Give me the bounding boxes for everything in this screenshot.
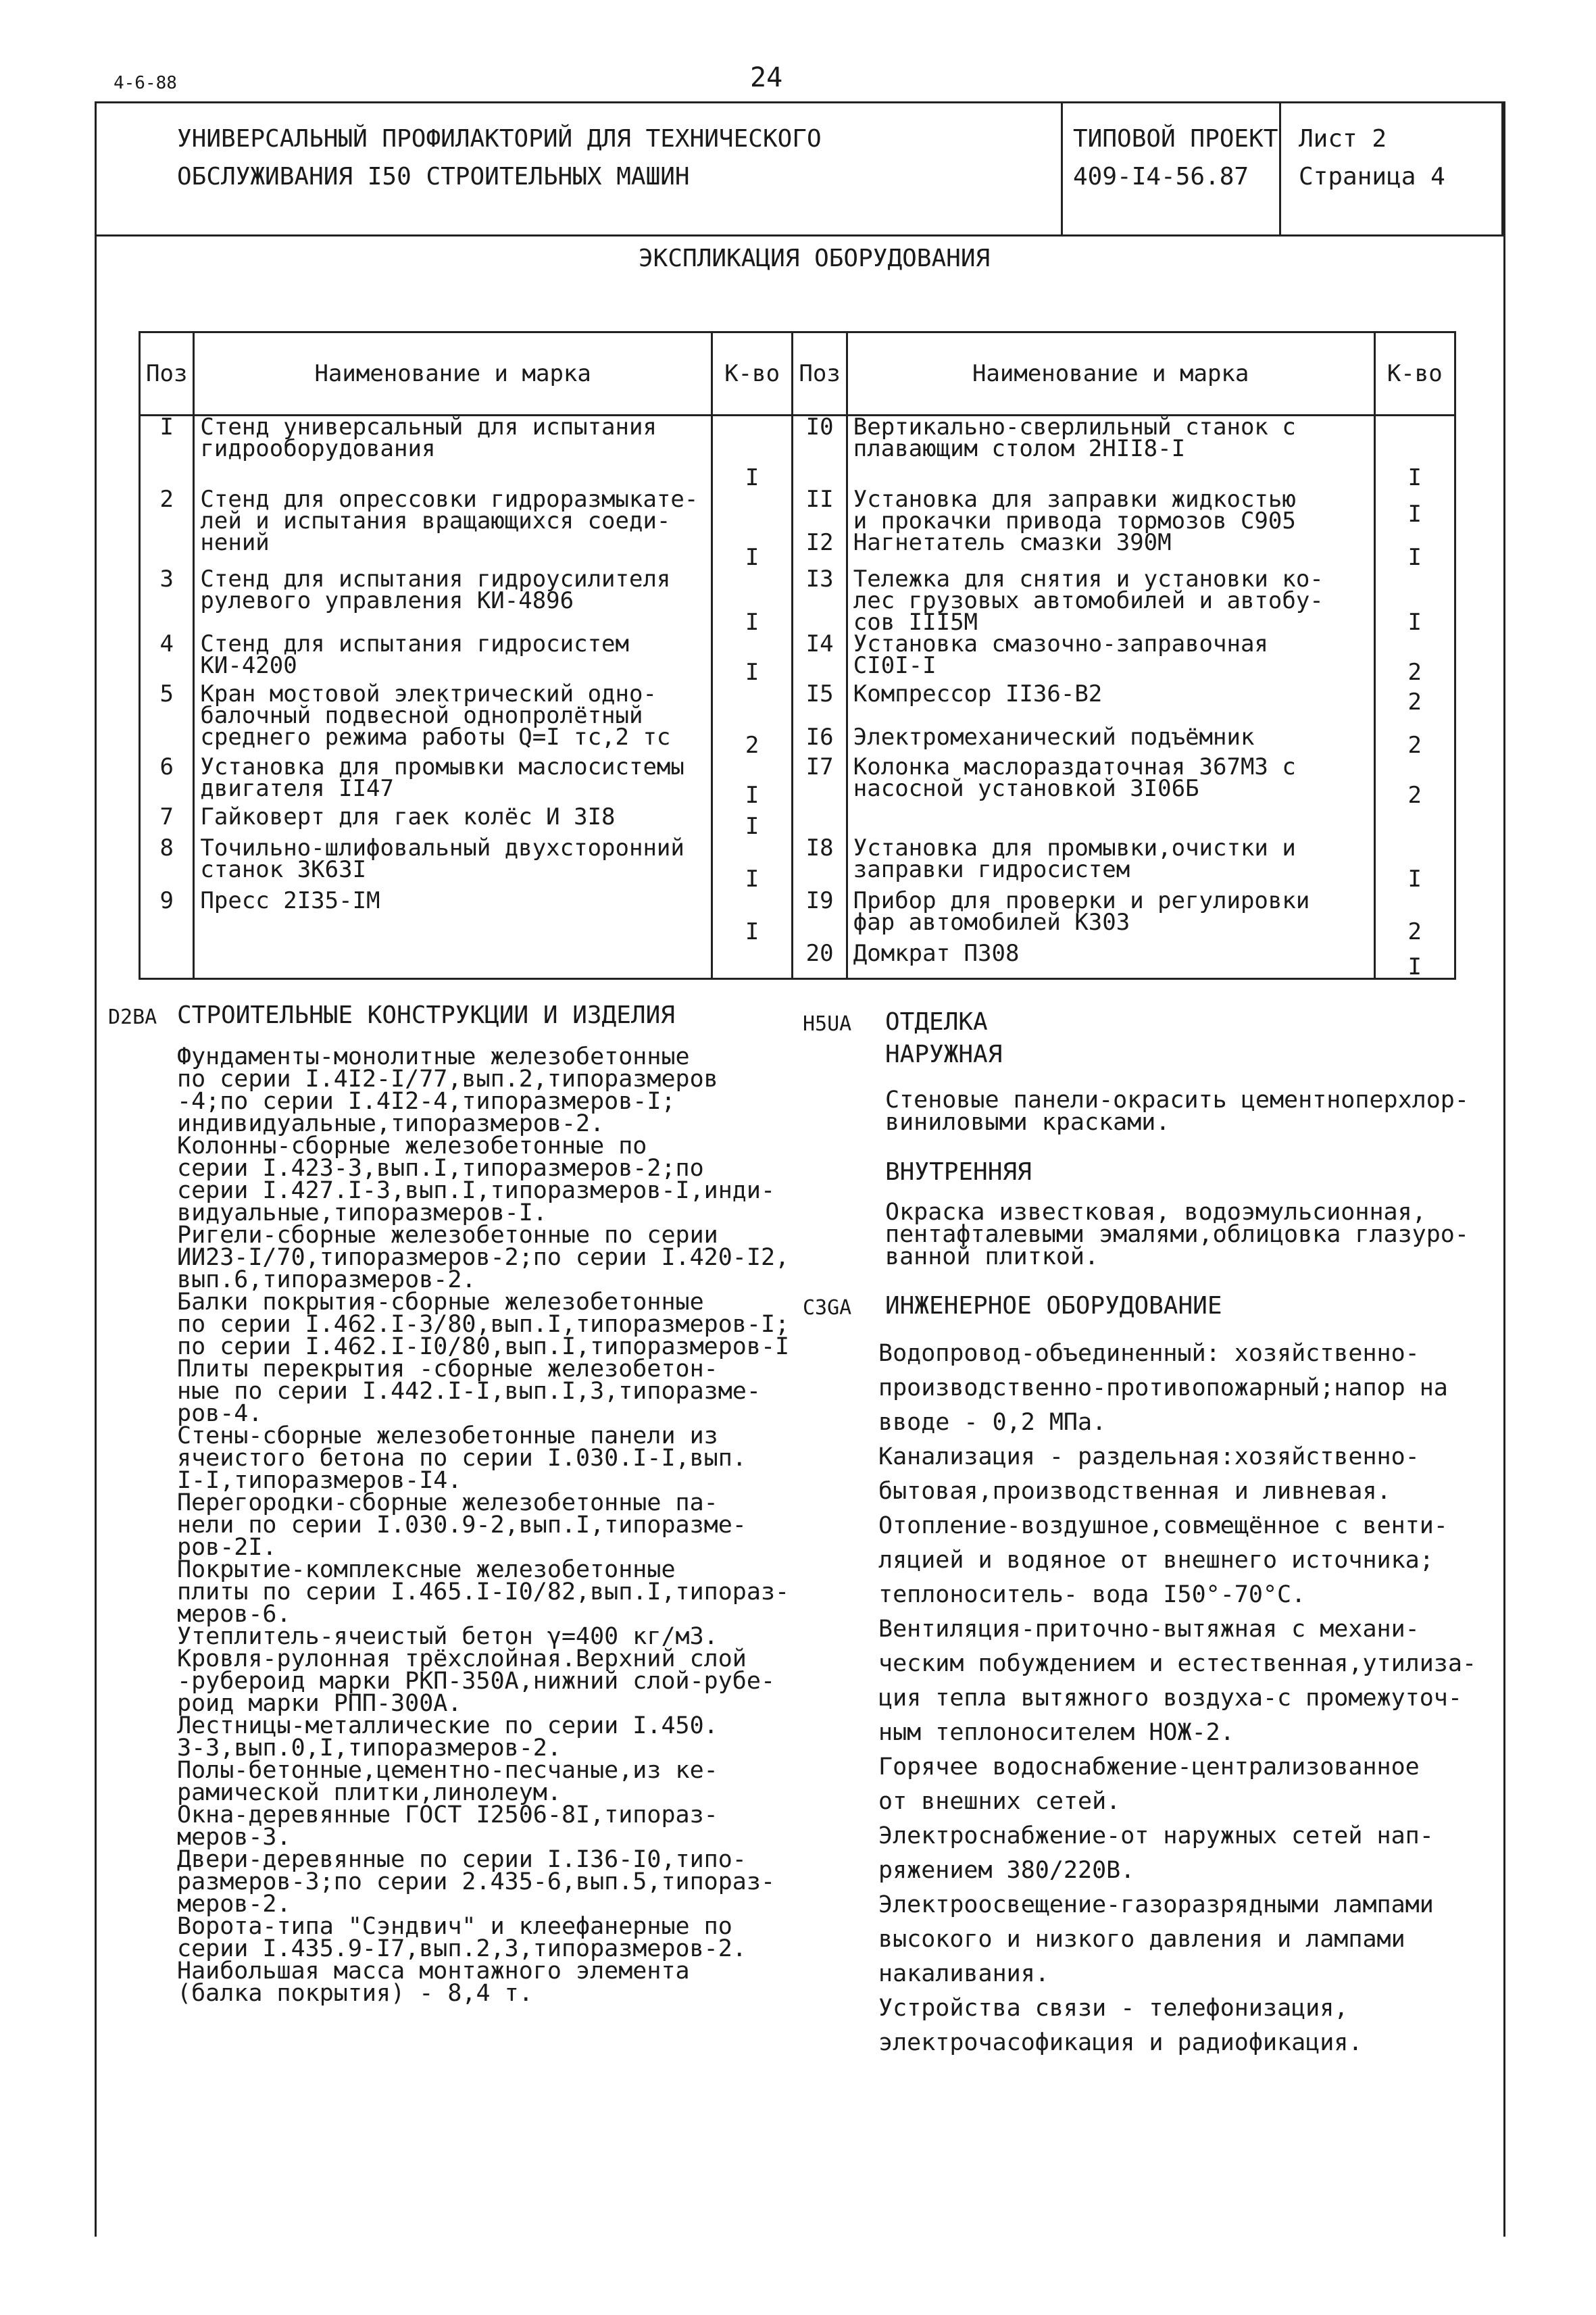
section-heading: СТРОИТЕЛЬНЫЕ КОНСТРУКЦИИ И ИЗДЕЛИЯ: [177, 1001, 675, 1029]
item-name-cell: Компрессор II36-В2 Электромеханический подъёмник: [847, 683, 1374, 756]
quantity-cell: I: [1374, 837, 1455, 890]
position-cell: I7: [793, 756, 847, 806]
project-number: ТИПОВОЙ ПРОЕКТ 409-I4-56.87: [1073, 125, 1278, 191]
quantity-cell: 2: [1374, 756, 1455, 806]
table-row: [140, 837, 1455, 890]
position-cell: I: [140, 416, 194, 489]
table-row: [140, 943, 1455, 979]
page-number: 24: [750, 62, 783, 93]
header-qty: К-во: [712, 332, 792, 416]
quantity-cell: I: [712, 890, 792, 943]
inner-finish-text: Окраска известковая, водоэмульсионная, пентафталевыми эмалями,облицовка глазуро- ванной плиткой.: [885, 1199, 1469, 1270]
position-cell: II I2: [793, 489, 847, 568]
item-name-cell: Колонка маслораздаточная 367М3 с насосной установкой 3I06Б: [847, 756, 1374, 806]
position-cell: 7: [140, 806, 194, 837]
quantity-cell: I: [1374, 568, 1455, 633]
quantity-cell: 2: [1374, 633, 1455, 683]
quantity-cell: I: [1374, 416, 1455, 489]
item-name-cell: [847, 806, 1374, 837]
sheet-info: Лист 2 Страница 4: [1299, 125, 1445, 191]
quantity-cell: I I: [1374, 489, 1455, 568]
quantity-cell: I: [1374, 943, 1455, 979]
item-name-cell: Установка для промывки маслосистемы двигателя II47: [194, 756, 712, 806]
position-cell: I4: [793, 633, 847, 683]
item-name-cell: Стенд для испытания гидросистем КИ-4200: [194, 633, 712, 683]
position-cell: 9: [140, 890, 194, 943]
position-cell: I0: [793, 416, 847, 489]
position-cell: I3: [793, 568, 847, 633]
item-name-cell: Установка для заправки жидкостью и прокачки привода тормозов С905 Нагнетатель смазки 390М: [847, 489, 1374, 568]
header-name: Наименование и марка: [847, 332, 1374, 416]
quantity-cell: I: [712, 489, 792, 568]
section-title: ЭКСПЛИКАЦИЯ ОБОРУДОВАНИЯ: [639, 245, 991, 272]
item-name-cell: Домкрат П308: [847, 943, 1374, 979]
quantity-cell: 2: [712, 683, 792, 756]
item-name-cell: Вертикально-сверлильный станок с плавающим столом 2НII8-I: [847, 416, 1374, 489]
table-row: [140, 416, 1455, 489]
table-row: [140, 890, 1455, 943]
quantity-cell: [1374, 806, 1455, 837]
title-block-divider: [1061, 101, 1063, 237]
engineering-text: Водопровод-объединенный: хозяйственно- производственно-противопожарный;напор на вводе - 0,2 МПа. Канализация - раздельная:хозяйственно- бытовая,производственная и ливневая. Отопление-воздушное,совмещённое с венти- ляцией и водяное от внешнего источника; теплоноситель- вода I50°-70°С. Вентиляция-приточно-вытяжная с механи- ческим побуждением и естественная,утилиза- ция тепла вытяжного воздуха-с промежуточ- ным теплоносителем НОЖ-2. Горячее водоснабжение-централизованное от внешних сетей. Электроснабжение-от наружных сетей нап- ряжением 380/220В. Электроосвещение-газоразрядными лампами высокого и низкого давления и лампами накаливания. Устройства связи - телефонизация, электрочасофикация и радиофикация.: [878, 1340, 1477, 2056]
quantity-cell: I: [712, 837, 792, 890]
table-row: [140, 683, 1455, 756]
position-cell: 5: [140, 683, 194, 756]
quantity-cell: I: [712, 756, 792, 806]
quantity-cell: 2: [1374, 890, 1455, 943]
table-row: [140, 568, 1455, 633]
table-row: [140, 633, 1455, 683]
position-cell: I8: [793, 837, 847, 890]
section-code: H5UA: [803, 1012, 852, 1036]
position-cell: I5 I6: [793, 683, 847, 756]
item-name-cell: Прибор для проверки и регулировки фар автомобилей К303: [847, 890, 1374, 943]
title-block-divider: [1279, 101, 1281, 237]
outer-finish-text: Стеновые панели-окрасить цементноперхлор- виниловыми красками.: [885, 1087, 1469, 1136]
document-title: УНИВЕРСАЛЬНЫЙ ПРОФИЛАКТОРИЙ ДЛЯ ТЕХНИЧЕСКОГО ОБСЛУЖИВАНИЯ I50 СТРОИТЕЛЬНЫХ МАШИН: [177, 125, 822, 191]
item-name-cell: Пресс 2I35-IМ: [194, 890, 712, 943]
section-heading: ИНЖЕНЕРНОЕ ОБОРУДОВАНИЕ: [885, 1292, 1222, 1320]
table-header-row: [140, 332, 1455, 416]
item-name-cell: Установка смазочно-заправочная СI0I-I: [847, 633, 1374, 683]
table-row: [140, 756, 1455, 806]
item-name-cell: Кран мостовой электрический одно- балочный подвесной однопролётный среднего режима работы Q=I тс,2 тс: [194, 683, 712, 756]
quantity-cell: I: [712, 568, 792, 633]
item-name-cell: Гайковерт для гаек колёс И 3I8: [194, 806, 712, 837]
position-cell: I9: [793, 890, 847, 943]
quantity-cell: I: [712, 806, 792, 837]
structures-text: Фундаменты-монолитные железобетонные по серии I.4I2-I/77,вып.2,типоразмеров -4;по серии I.4I2-4,типоразмеров-I; индивидуальные,типоразмеров-2. Колонны-сборные железобетонные по серии I.423-3,вып.I,типоразмеров-2;по серии I.427.I-3,вып.I,типоразмеров-I,инди- видуальные,типоразмеров-I. Ригели-сборные железобетонные по серии ИИ23-I/70,типоразмеров-2;по серии I.420-I2, вып.6,типоразмеров-2. Балки покрытия-сборные железобетонные по серии I.462.I-3/80,вып.I,типоразмеров-I; по серии I.462.I-I0/80,вып.I,типоразмеров-I Плиты перекрытия -сборные железобетон- ные по серии I.442.I-I,вып.I,3,типоразме- ров-4. Стены-сборные железобетонные панели из ячеистого бетона по серии I.030.I-I,вып. I-I,типоразмеров-I4. Перегородки-сборные железобетонные па- нели по серии I.030.9-2,вып.I,типоразме- ров-2I. Покрытие-комплексные железобетонные плиты по серии I.465.I-I0/82,вып.I,типораз- меров-6. Утеплитель-ячеистый бетон γ=400 кг/м3. Кровля-рулонная трёхслойная.Верхний слой -рубероид марки РКП-350А,нижний слой-рубе- роид марки РПП-300А. Лестницы-металлические по серии I.450. 3-3,вып.0,I,типоразмеров-2. Полы-бетонные,цементно-песчаные,из ке- рамической плитки,линолеум. Окна-деревянные ГОСТ I2506-8I,типораз- меров-3. Двери-деревянные по серии I.I36-I0,типо- размеров-3;по серии 2.435-6,вып.5,типораз- меров-2. Ворота-типа "Сэндвич" и клеефанерные по серии I.435.9-I7,вып.2,3,типоразмеров-2. Наибольшая масса монтажного элемента (балка покрытия) - 8,4 т.: [177, 1043, 790, 2007]
subsection-heading: ВНУТРЕННЯЯ: [885, 1158, 1032, 1186]
quantity-cell: [712, 943, 792, 979]
item-name-cell: [194, 943, 712, 979]
position-cell: [793, 806, 847, 837]
item-name-cell: Установка для промывки,очистки и заправки гидросистем: [847, 837, 1374, 890]
header-pos: Поз: [793, 332, 847, 416]
position-cell: 20: [793, 943, 847, 979]
position-cell: 4: [140, 633, 194, 683]
equipment-table: [139, 331, 1456, 980]
item-name-cell: Стенд для испытания гидроусилителя рулевого управления КИ-4896: [194, 568, 712, 633]
item-name-cell: Стенд универсальный для испытания гидрооборудования: [194, 416, 712, 489]
header-pos: Поз: [140, 332, 194, 416]
quantity-cell: I: [712, 416, 792, 489]
position-cell: 8: [140, 837, 194, 890]
position-cell: 2: [140, 489, 194, 568]
document-code: 4-6-88: [114, 73, 177, 93]
subsection-heading: НАРУЖНАЯ: [885, 1041, 1003, 1068]
section-heading: ОТДЕЛКА: [885, 1008, 988, 1036]
header-name: Наименование и марка: [194, 332, 712, 416]
header-qty: К-во: [1374, 332, 1455, 416]
quantity-cell: I: [712, 633, 792, 683]
position-cell: 3: [140, 568, 194, 633]
item-name-cell: Точильно-шлифовальный двухсторонний станок 3К63I: [194, 837, 712, 890]
table-row: [140, 806, 1455, 837]
position-cell: 6: [140, 756, 194, 806]
table-row: [140, 489, 1455, 568]
position-cell: [140, 943, 194, 979]
section-code: C3GA: [803, 1296, 852, 1320]
section-code: D2BA: [108, 1005, 157, 1029]
item-name-cell: Тележка для снятия и установки ко- лес грузовых автомобилей и автобу- сов III5М: [847, 568, 1374, 633]
item-name-cell: Стенд для опрессовки гидроразмыкате- лей и испытания вращающихся соеди- нений: [194, 489, 712, 568]
quantity-cell: 2 2: [1374, 683, 1455, 756]
